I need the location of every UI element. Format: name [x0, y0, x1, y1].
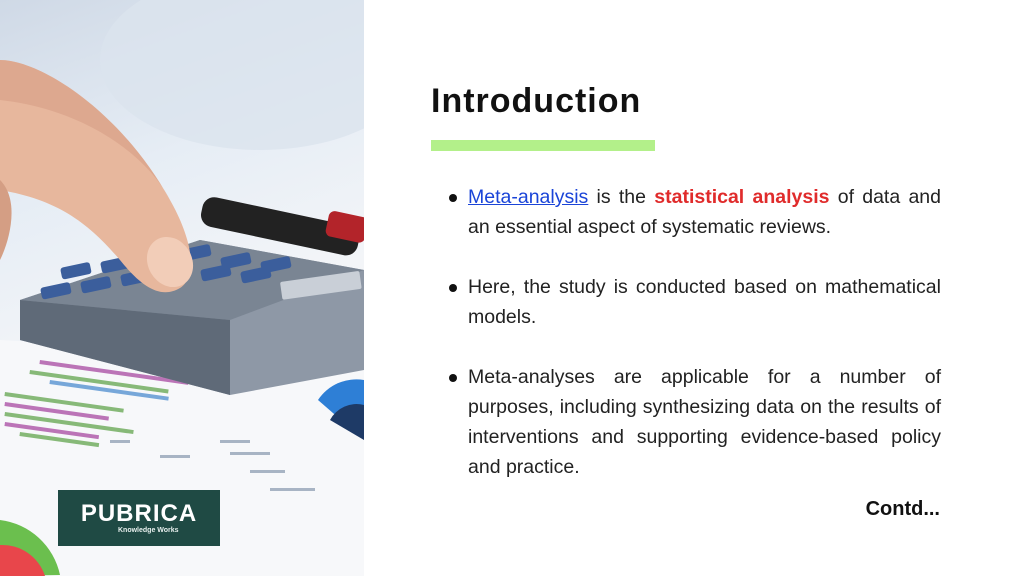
- logo-wordmark: PUBRICA: [80, 500, 198, 527]
- bullet-text: of data and an essential aspect of systematic reviews.: [468, 186, 941, 238]
- calculator-photo: [0, 0, 364, 576]
- bullet-icon: [449, 374, 457, 382]
- logo-tagline: Knowledge Works: [118, 527, 179, 534]
- bullet-icon: [449, 194, 457, 202]
- bullet-text: Here, the study is conducted based on mathematical models.: [468, 276, 941, 328]
- bullet-item: [448, 362, 941, 482]
- bullet-icon: [449, 284, 457, 292]
- bullet-text: is the: [588, 186, 655, 208]
- meta-analysis-link[interactable]: Meta-analysis: [468, 186, 589, 208]
- bullet-list: [448, 182, 941, 512]
- title-accent-bar: [431, 140, 655, 151]
- bullet-text: Meta-analyses are applicable for a number of purposes, including synthesizing data on the results of interventions and supporting evidence-based policy and practice.: [468, 366, 941, 478]
- bullet-item: [448, 272, 941, 332]
- pubrica-logo: [58, 490, 220, 546]
- contd-label: Contd...: [865, 498, 940, 520]
- slide-title: Introduction: [431, 82, 642, 120]
- emphasis-text: statistical analysis: [654, 186, 830, 208]
- bullet-item: [448, 182, 941, 242]
